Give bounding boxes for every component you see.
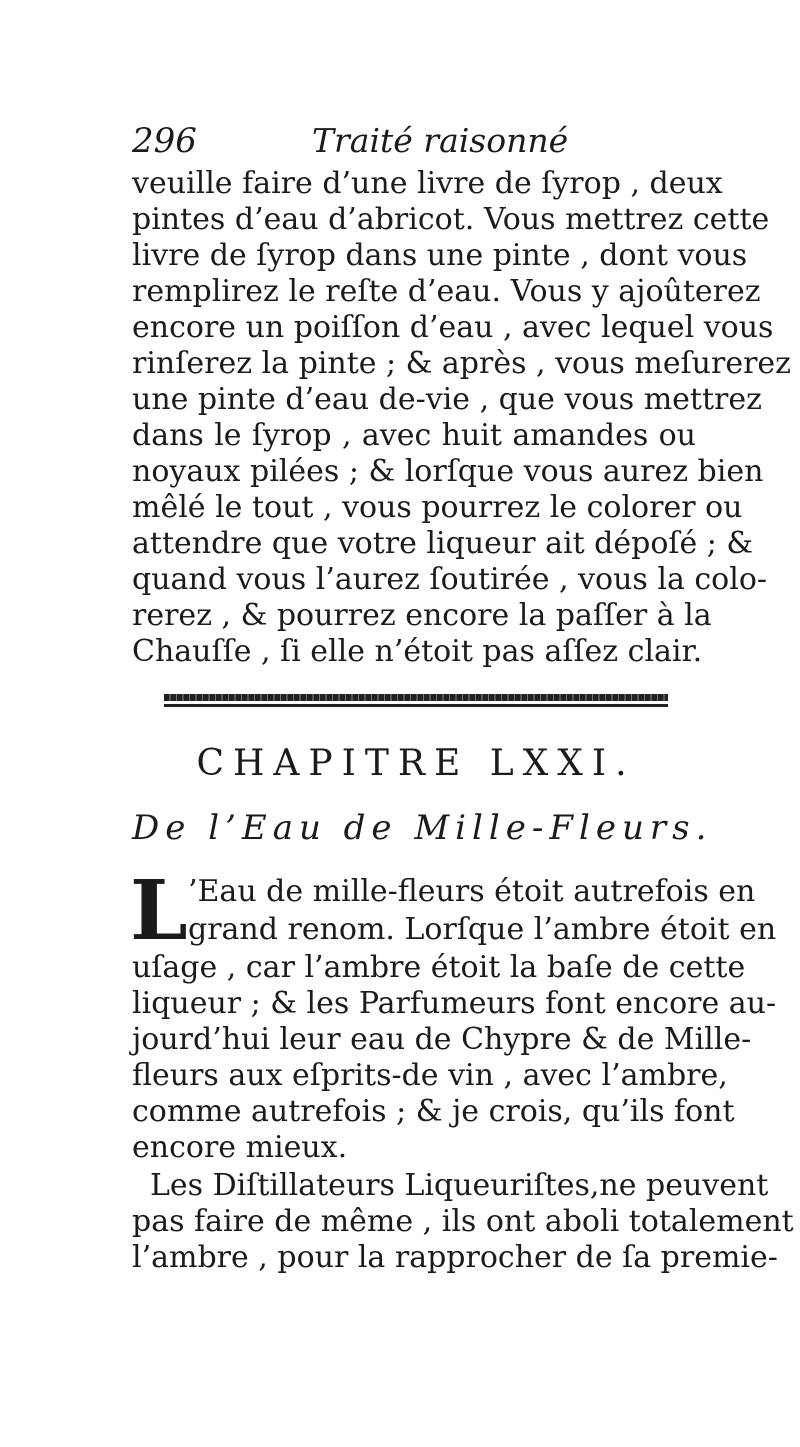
text-line: mêlé le tout , vous pourrez le colorer ou — [132, 490, 743, 525]
text-line: dans le ſyrop , avec huit amandes ou — [132, 418, 696, 453]
text-line: fleurs aux eſprits-de vin , avec l’ambre, — [132, 1058, 728, 1093]
text-line: comme autrefois ; & je crois, qu’ils font — [132, 1094, 735, 1129]
text-line: livre de ſyrop dans une pinte , dont vous — [132, 238, 748, 273]
text-line: veuille faire d’une livre de ſyrop , deux — [132, 166, 723, 201]
text-line: jourd’hui leur eau de Chypre & de Mille- — [132, 1022, 752, 1057]
text-line: rerez , & pourrez encore la paſſer à la — [132, 598, 712, 633]
drop-cap: L — [130, 863, 188, 959]
text-line: quand vous l’aurez ſoutirée , vous la colo- — [132, 562, 768, 597]
text-line: encore mieux. — [132, 1130, 348, 1165]
text-line: ’Eau de mille-fleurs étoit autrefois en — [188, 874, 756, 909]
chapter-title: CHAPITRE LXXI. — [196, 743, 636, 784]
text-line: remplirez le reſte d’eau. Vous y ajoûterez — [132, 274, 761, 309]
text-line: noyaux pilées ; & lorſque vous aurez bien — [132, 454, 764, 489]
text-line: attendre que votre liqueur ait dépoſé ; & — [132, 526, 754, 561]
text-line: uſage , car l’ambre étoit la baſe de cette — [132, 950, 746, 985]
section-title: De l’Eau de Mille-Fleurs. — [132, 808, 713, 848]
text-line: liqueur ; & les Parfumeurs font encore au- — [132, 986, 777, 1021]
text-line: pintes d’eau d’abricot. Vous mettrez cette — [132, 202, 770, 237]
running-title: Traité raisonné — [312, 121, 569, 160]
rule-line — [164, 704, 668, 707]
text-line: l’ambre , pour la rapprocher de ſa premie- — [132, 1240, 778, 1275]
text-line: grand renom. Lorſque l’ambre étoit en — [188, 912, 777, 947]
text-line: encore un poiſſon d’eau , avec lequel vous — [132, 310, 774, 345]
text-line: une pinte d’eau de-vie , que vous mettrez — [132, 382, 762, 417]
text-line: Les Diſtillateurs Liqueuriſtes,ne peuvent — [150, 1168, 769, 1203]
text-line: pas faire de même , ils ont aboli totalement — [132, 1204, 794, 1239]
running-head — [132, 116, 692, 166]
page-number: 296 — [132, 121, 197, 161]
ornamental-rule — [164, 694, 668, 710]
text-line: rinſerez la pinte ; & après , vous meſurerez — [132, 346, 791, 381]
text-line: Chauſſe , ſi elle n’étoit pas aſſez clair. — [132, 634, 703, 669]
rule-ornament-band — [164, 694, 668, 701]
